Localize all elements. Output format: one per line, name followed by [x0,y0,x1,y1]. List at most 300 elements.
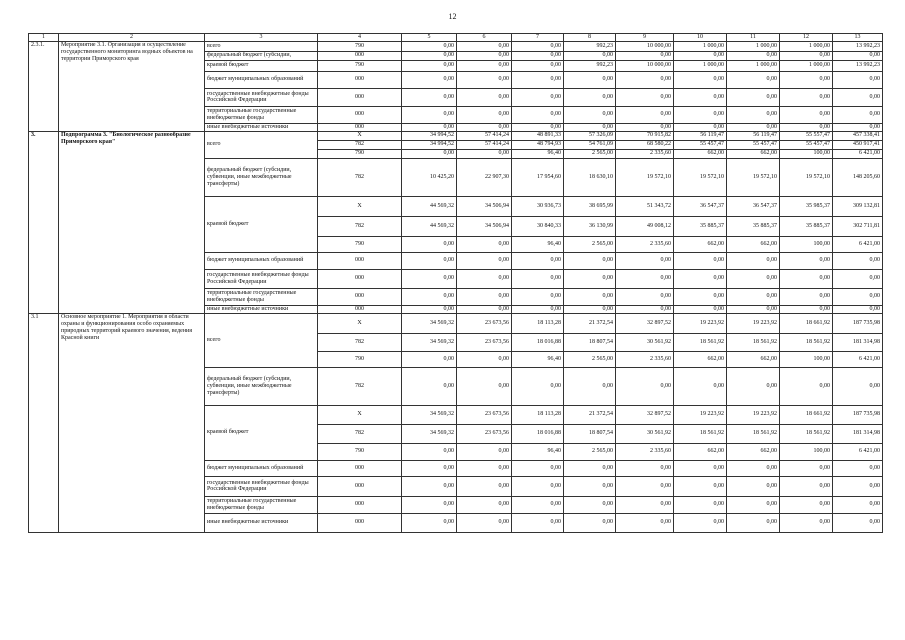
value-cell: 100,00 [780,236,833,252]
value-cell: 1 000,00 [727,60,780,71]
value-cell: 18 561,92 [780,424,833,443]
value-cell: 23 673,56 [457,333,512,351]
code-cell: 790 [318,60,402,71]
value-cell: 0,00 [402,513,457,532]
value-cell: 0,00 [616,305,674,313]
value-cell: 19 223,92 [674,405,727,424]
code-cell: 782 [318,216,402,236]
value-cell: 19 572,10 [780,158,833,196]
value-cell: 0,00 [512,305,564,313]
value-cell: 0,00 [780,460,833,476]
value-cell: 0,00 [564,305,616,313]
table-row [29,34,883,42]
value-cell: 0,00 [564,106,616,123]
value-cell: 0,00 [780,496,833,513]
source-cell: всего [205,41,318,51]
value-cell: 2 335,60 [616,351,674,367]
value-cell: 0,00 [674,71,727,88]
header-cell: 7 [512,34,564,42]
value-cell: 0,00 [833,305,883,313]
value-cell: 0,00 [833,513,883,532]
value-cell: 0,00 [402,106,457,123]
header-cell: 13 [833,34,883,42]
value-cell: 0,00 [727,476,780,496]
value-cell: 10 000,00 [616,41,674,51]
section-id: 3.1 [29,313,59,532]
value-cell: 0,00 [402,71,457,88]
value-cell: 0,00 [512,269,564,288]
table-row [29,41,883,51]
value-cell: 18 661,92 [780,405,833,424]
value-cell: 13 992,23 [833,41,883,51]
value-cell: 0,00 [564,269,616,288]
code-cell: 000 [318,123,402,131]
value-cell: 0,00 [457,149,512,158]
value-cell: 0,00 [674,106,727,123]
value-cell: 19 223,92 [727,313,780,333]
value-cell: 0,00 [833,88,883,106]
value-cell: 0,00 [727,252,780,269]
value-cell: 0,00 [727,71,780,88]
source-cell: государственные внебюджетные фонды Российской Федерации [205,476,318,496]
value-cell: 0,00 [616,252,674,269]
code-cell: 782 [318,333,402,351]
value-cell: 2 565,00 [564,236,616,252]
value-cell: 0,00 [674,496,727,513]
value-cell: 23 673,56 [457,405,512,424]
value-cell: 662,00 [674,351,727,367]
value-cell: 0,00 [727,269,780,288]
source-cell: федеральный бюджет (субсидии, субвенции, иные межбюджетные трансферты) [205,158,318,196]
code-cell: X [318,131,402,140]
value-cell: 44 569,32 [402,196,457,216]
value-cell: 18 807,54 [564,424,616,443]
value-cell: 0,00 [616,269,674,288]
header-cell: 12 [780,34,833,42]
value-cell: 0,00 [457,106,512,123]
source-cell: краевой бюджет [205,196,318,252]
value-cell: 2 335,60 [616,443,674,460]
value-cell: 0,00 [780,123,833,131]
value-cell: 48 891,33 [512,131,564,140]
value-cell: 0,00 [616,106,674,123]
value-cell: 0,00 [402,460,457,476]
value-cell: 0,00 [402,236,457,252]
value-cell: 19 572,10 [674,158,727,196]
header-cell: 5 [402,34,457,42]
source-cell: государственные внебюджетные фонды Российской Федерации [205,269,318,288]
value-cell: 0,00 [780,367,833,405]
value-cell: 0,00 [833,123,883,131]
header-cell: 2 [59,34,205,42]
value-cell: 96,40 [512,443,564,460]
value-cell: 0,00 [780,71,833,88]
value-cell: 0,00 [674,460,727,476]
code-cell: 782 [318,367,402,405]
code-cell: 000 [318,460,402,476]
value-cell: 34 569,32 [402,405,457,424]
code-cell: 790 [318,149,402,158]
value-cell: 55 457,47 [674,140,727,149]
value-cell: 0,00 [833,460,883,476]
value-cell: 18 016,88 [512,333,564,351]
value-cell: 0,00 [727,106,780,123]
value-cell: 0,00 [564,88,616,106]
value-cell: 0,00 [402,41,457,51]
value-cell: 96,40 [512,351,564,367]
value-cell: 30 561,92 [616,424,674,443]
value-cell: 0,00 [402,269,457,288]
value-cell: 0,00 [512,88,564,106]
code-cell: 000 [318,288,402,305]
table-row [29,313,883,333]
value-cell: 187 735,98 [833,313,883,333]
value-cell: 34 506,94 [457,196,512,216]
value-cell: 6 421,00 [833,443,883,460]
value-cell: 49 008,12 [616,216,674,236]
header-cell: 1 [29,34,59,42]
value-cell: 0,00 [780,106,833,123]
source-cell: иные внебюджетные источники [205,123,318,131]
value-cell: 0,00 [727,305,780,313]
code-cell: 790 [318,351,402,367]
value-cell: 19 223,92 [727,405,780,424]
value-cell: 0,00 [402,149,457,158]
value-cell: 57 414,24 [457,131,512,140]
value-cell: 0,00 [457,252,512,269]
value-cell: 36 547,37 [727,196,780,216]
value-cell: 148 205,60 [833,158,883,196]
value-cell: 6 421,00 [833,149,883,158]
value-cell: 2 335,60 [616,149,674,158]
value-cell: 0,00 [564,496,616,513]
code-cell: 782 [318,140,402,149]
value-cell: 35 985,37 [780,196,833,216]
value-cell: 0,00 [512,51,564,60]
value-cell: 1 000,00 [674,60,727,71]
code-cell: 790 [318,41,402,51]
value-cell: 0,00 [402,252,457,269]
value-cell: 34 994,52 [402,140,457,149]
value-cell: 0,00 [833,288,883,305]
value-cell: 0,00 [457,269,512,288]
value-cell: 0,00 [564,123,616,131]
source-cell: всего [205,313,318,367]
source-cell: иные внебюджетные источники [205,305,318,313]
value-cell: 0,00 [833,367,883,405]
value-cell: 18 561,92 [727,424,780,443]
source-cell: краевой бюджет [205,60,318,71]
value-cell: 0,00 [457,88,512,106]
value-cell: 0,00 [616,513,674,532]
value-cell: 0,00 [833,71,883,88]
value-cell: 21 372,54 [564,405,616,424]
value-cell: 0,00 [616,288,674,305]
value-cell: 0,00 [616,460,674,476]
value-cell: 0,00 [727,288,780,305]
value-cell: 0,00 [512,71,564,88]
value-cell: 0,00 [564,51,616,60]
value-cell: 0,00 [512,41,564,51]
value-cell: 0,00 [402,51,457,60]
value-cell: 187 735,98 [833,405,883,424]
section-name: Мероприятие 3.1. Организация и осуществление государственного мониторинга водных объектов на территории Приморского края [59,41,205,131]
value-cell: 2 565,00 [564,351,616,367]
code-cell: 790 [318,236,402,252]
value-cell: 0,00 [674,305,727,313]
section-name: Основное мероприятие 1. Мероприятия в области охраны и функционирования особо охраняемых природных территорий краевого значения, ведения Красной книги [59,313,205,532]
value-cell: 457 338,41 [833,131,883,140]
value-cell: 0,00 [616,88,674,106]
value-cell: 1 000,00 [780,60,833,71]
value-cell: 17 954,60 [512,158,564,196]
value-cell: 0,00 [780,305,833,313]
value-cell: 662,00 [727,149,780,158]
value-cell: 30 840,33 [512,216,564,236]
value-cell: 100,00 [780,351,833,367]
value-cell: 0,00 [457,351,512,367]
value-cell: 18 113,28 [512,313,564,333]
value-cell: 0,00 [512,288,564,305]
value-cell: 0,00 [457,460,512,476]
value-cell: 0,00 [780,476,833,496]
header-cell: 10 [674,34,727,42]
value-cell: 38 695,99 [564,196,616,216]
value-cell: 21 372,54 [564,313,616,333]
source-cell: федеральный бюджет (субсидии, субвенции, иные межбюджетные трансферты) [205,367,318,405]
value-cell: 0,00 [674,123,727,131]
value-cell: 662,00 [674,236,727,252]
value-cell: 2 565,00 [564,443,616,460]
value-cell: 18 630,10 [564,158,616,196]
source-cell: бюджет муниципальных образований [205,252,318,269]
value-cell: 55 457,47 [727,140,780,149]
value-cell: 18 561,92 [674,424,727,443]
value-cell: 0,00 [512,476,564,496]
source-cell: территориальные государственные внебюджетные фонды [205,106,318,123]
code-cell: 000 [318,269,402,288]
value-cell: 32 897,52 [616,313,674,333]
value-cell: 0,00 [402,288,457,305]
section-name: Подпрограмма 3. "Биологическое разнообразие Приморского края" [59,131,205,313]
header-cell: 6 [457,34,512,42]
code-cell: 000 [318,476,402,496]
code-cell: 000 [318,252,402,269]
value-cell: 34 569,32 [402,313,457,333]
code-cell: X [318,313,402,333]
value-cell: 181 314,98 [833,333,883,351]
value-cell: 18 561,92 [780,333,833,351]
value-cell: 0,00 [727,460,780,476]
source-cell: бюджет муниципальных образований [205,71,318,88]
value-cell: 0,00 [833,496,883,513]
value-cell: 992,23 [564,60,616,71]
value-cell: 0,00 [457,236,512,252]
value-cell: 662,00 [727,236,780,252]
value-cell: 36 130,99 [564,216,616,236]
value-cell: 1 000,00 [727,41,780,51]
value-cell: 0,00 [457,41,512,51]
value-cell: 10 425,20 [402,158,457,196]
value-cell: 0,00 [457,305,512,313]
code-cell: 782 [318,158,402,196]
section-id: 3. [29,131,59,313]
value-cell: 0,00 [727,496,780,513]
value-cell: 0,00 [564,252,616,269]
value-cell: 0,00 [727,51,780,60]
value-cell: 34 569,32 [402,424,457,443]
value-cell: 0,00 [564,367,616,405]
value-cell: 18 113,28 [512,405,564,424]
value-cell: 13 992,23 [833,60,883,71]
value-cell: 0,00 [727,123,780,131]
code-cell: 790 [318,443,402,460]
value-cell: 0,00 [616,51,674,60]
value-cell: 0,00 [674,476,727,496]
budget-table [28,33,883,533]
value-cell: 0,00 [402,476,457,496]
value-cell: 0,00 [780,513,833,532]
value-cell: 0,00 [402,496,457,513]
value-cell: 19 572,10 [727,158,780,196]
value-cell: 0,00 [512,496,564,513]
source-cell: территориальные государственные внебюджетные фонды [205,496,318,513]
value-cell: 662,00 [727,443,780,460]
value-cell: 0,00 [402,443,457,460]
value-cell: 0,00 [833,269,883,288]
value-cell: 34 506,94 [457,216,512,236]
value-cell: 992,23 [564,41,616,51]
value-cell: 54 761,09 [564,140,616,149]
table-row [29,131,883,140]
value-cell: 0,00 [564,476,616,496]
value-cell: 0,00 [512,460,564,476]
code-cell: 000 [318,496,402,513]
page-number: 12 [448,12,457,21]
value-cell: 19 223,92 [674,313,727,333]
code-cell: 000 [318,305,402,313]
source-cell: краевой бюджет [205,405,318,460]
value-cell: 0,00 [674,88,727,106]
value-cell: 662,00 [727,351,780,367]
value-cell: 0,00 [512,60,564,71]
value-cell: 30 936,73 [512,196,564,216]
value-cell: 57 414,24 [457,140,512,149]
value-cell: 0,00 [457,288,512,305]
header-cell: 8 [564,34,616,42]
value-cell: 2 335,60 [616,236,674,252]
value-cell: 0,00 [616,476,674,496]
value-cell: 0,00 [674,51,727,60]
value-cell: 0,00 [457,496,512,513]
value-cell: 96,40 [512,149,564,158]
value-cell: 0,00 [674,252,727,269]
value-cell: 57 326,09 [564,131,616,140]
value-cell: 68 580,22 [616,140,674,149]
value-cell: 56 119,47 [674,131,727,140]
value-cell: 0,00 [780,88,833,106]
value-cell: 1 000,00 [780,41,833,51]
value-cell: 0,00 [512,513,564,532]
value-cell: 6 421,00 [833,351,883,367]
header-cell: 4 [318,34,402,42]
value-cell: 1 000,00 [674,41,727,51]
source-cell: всего [205,131,318,158]
value-cell: 34 994,52 [402,131,457,140]
value-cell: 0,00 [457,513,512,532]
value-cell: 0,00 [780,269,833,288]
code-cell: 782 [318,424,402,443]
value-cell: 0,00 [616,123,674,131]
value-cell: 22 907,30 [457,158,512,196]
value-cell: 100,00 [780,149,833,158]
value-cell: 36 547,37 [674,196,727,216]
value-cell: 70 915,82 [616,131,674,140]
code-cell: X [318,405,402,424]
value-cell: 0,00 [727,88,780,106]
value-cell: 0,00 [674,269,727,288]
value-cell: 0,00 [727,367,780,405]
value-cell: 34 569,32 [402,333,457,351]
header-cell: 9 [616,34,674,42]
value-cell: 23 673,56 [457,424,512,443]
value-cell: 55 457,47 [780,140,833,149]
value-cell: 0,00 [780,252,833,269]
section-id: 2.3.1. [29,41,59,131]
value-cell: 100,00 [780,443,833,460]
value-cell: 30 561,92 [616,333,674,351]
value-cell: 0,00 [457,443,512,460]
value-cell: 0,00 [780,288,833,305]
value-cell: 0,00 [616,367,674,405]
source-cell: государственные внебюджетные фонды Российской Федерации [205,88,318,106]
value-cell: 0,00 [512,123,564,131]
value-cell: 0,00 [402,351,457,367]
value-cell: 0,00 [512,106,564,123]
value-cell: 0,00 [833,51,883,60]
value-cell: 23 673,56 [457,313,512,333]
value-cell: 35 885,37 [780,216,833,236]
value-cell: 302 711,81 [833,216,883,236]
value-cell: 51 343,72 [616,196,674,216]
code-cell: 000 [318,51,402,60]
code-cell: X [318,196,402,216]
value-cell: 35 885,37 [727,216,780,236]
value-cell: 0,00 [402,123,457,131]
source-cell: бюджет муниципальных образований [205,460,318,476]
value-cell: 0,00 [564,288,616,305]
source-cell: территориальные государственные внебюджетные фонды [205,288,318,305]
value-cell: 2 565,00 [564,149,616,158]
value-cell: 309 132,81 [833,196,883,216]
value-cell: 0,00 [564,460,616,476]
value-cell: 18 807,54 [564,333,616,351]
value-cell: 0,00 [512,367,564,405]
source-cell: иные внебюджетные источники [205,513,318,532]
value-cell: 0,00 [457,476,512,496]
value-cell: 0,00 [457,51,512,60]
value-cell: 44 569,32 [402,216,457,236]
value-cell: 0,00 [674,513,727,532]
value-cell: 0,00 [674,367,727,405]
code-cell: 000 [318,513,402,532]
value-cell: 0,00 [457,367,512,405]
code-cell: 000 [318,106,402,123]
value-cell: 6 421,00 [833,236,883,252]
value-cell: 0,00 [833,476,883,496]
value-cell: 0,00 [402,305,457,313]
value-cell: 0,00 [833,106,883,123]
